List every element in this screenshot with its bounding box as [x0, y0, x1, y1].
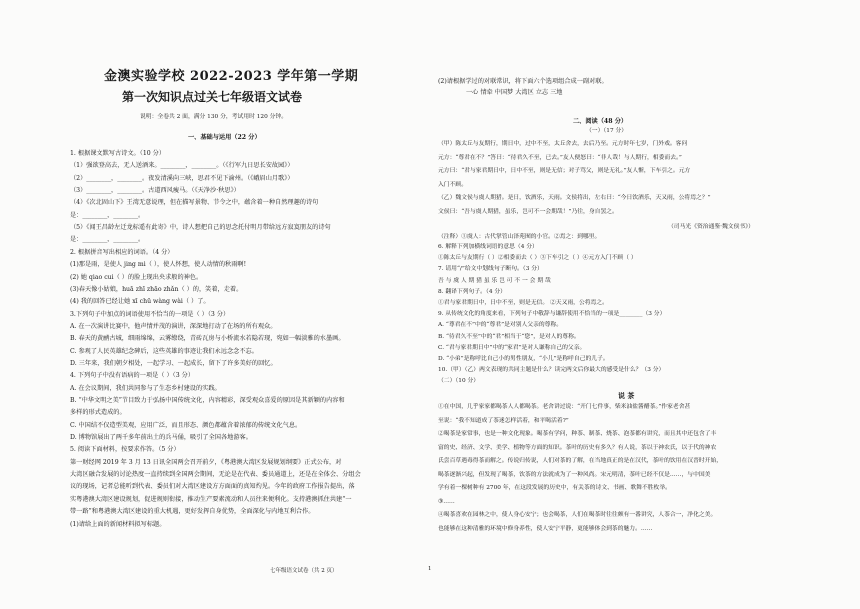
s1body-line: 大湾区融合发展的讨论热度一直持续到全国两会期间，无论是在代表、委员通道上，还是在全体会、分组会: [70, 471, 361, 479]
essay-line: ④喝茶喜欢在园林之中，使人身心安宁；也会喝茶，人们在喝茶时往往颇有一番讲究，人茶合一，净化之美。: [438, 512, 717, 518]
s1body-line: 多样的形式造成的。: [70, 409, 126, 417]
s1body-line: （4）《次北固山下》王湾无意说理，但在描写景物、节令之中，蕴含着一种自然理趣的诗句: [70, 199, 319, 207]
rq-line: D. “小弟”是称呼比自己小的男性朋友，“小儿”是称呼自己的儿子。: [438, 356, 609, 362]
rq-line: C. “君与家君期日中”中的“家君”是对人谦称自己的父亲。: [438, 344, 586, 351]
title-line2: 第一次知识点过关七年级语文试卷: [122, 90, 303, 104]
s1body-line: A. 在会议期间，我们共同参与了生态乡村建设的实践。: [70, 384, 221, 392]
s1body-line: （2）________，________。夜发清溪向三峡，思君不见下渝州。（《峨眉山月歌》）: [70, 174, 294, 182]
essay-line: 也能够在这种清雅的环境中修身养性，使人安宁平静，更能够体会到茶的魅力。……: [438, 525, 653, 532]
passA-line: （甲）陈太丘与友期行，期日中，过中不至，太丘舍去，去后乃至。元方时年七岁，门外戏。客问: [438, 141, 688, 147]
essay-line: 氏尝百草遇毒得茶而解之。传说归传说，人们对茶的了解，在当地真正的是在汉代，茶叶的饮用在汉晋时开始，: [438, 458, 723, 464]
passA-line: （乙）魏文侯与虞人期猎。是日，饮酒乐，天雨。文侯将出，左右曰：“今日饮酒乐，天又雨，公将焉之？”: [438, 195, 711, 201]
section2-sub1: （一）（17 分）: [586, 128, 628, 134]
essay-line: ①在中国，几乎家家都喝茶人人都喝茶。老舍讲过说：“开门七件事，柴米油盐酱醋茶。”作家老舍甚: [438, 404, 691, 410]
s1body-line: 2. 根据拼音写出相应的词语。（4 分）: [70, 248, 174, 256]
s1body-line: 实粤港澳大湾区建设规划，促进规则衔接，推动生产要素流动和人员往来便利化。支持港澳抓住共建“一: [70, 495, 352, 503]
s1body-line: 5. 阅读下面材料，按要求作答。（5 分）: [70, 446, 180, 454]
s1body-line: B. 春天的黄鹂古城，细雨绵绵，云雾缭绕，青砖瓦房与小桥流水若隐若现，宛如一幅淡雅的水墨画。: [70, 335, 345, 343]
s1body-line: 第一财经网 2019 年 3 月 13 日讯全国两会召开前夕，《粤港澳大湾区发展规划纲要》正式公布，对: [70, 458, 342, 466]
s1body-line: D. 三年来，我们朝夕相处，一起学习、一起成长，留下了许多美好的回忆。: [70, 359, 277, 367]
passA-line: 文侯曰：“吾与虞人期猎，虽乐，岂可不一会期哉！”乃往，身自罢之。: [438, 208, 618, 215]
rq-line: 8. 翻译下列句子。（4 分）: [438, 288, 506, 295]
s1body-line: (1)那是雨，是使人 jing mi（ ），使人怀想，使人动情的秋雨啊!: [70, 261, 247, 269]
rq-line: A. “尊君在不”中的“尊君”是对别人父亲的尊称。: [438, 322, 563, 329]
rq-line: 10.（甲）（乙）两文表现的共同主题是什么？读完两文后你最大的感受是什么？（3 分）: [438, 367, 665, 374]
essay-line: ③……: [438, 498, 455, 505]
s1body-line: C. 参观了人民英雄纪念碑后，这些英雄的事迹让我们永远念念不忘。: [70, 347, 258, 355]
rq-line: B. “待君久不至”中的“君”相当于“您”，是对人的尊称。: [438, 333, 580, 340]
s1body-line: 3.下列句子中加点的词语使用不恰当的一项是（ ）（3 分）: [70, 310, 230, 318]
rq-line: 9. 从传统文化的角度来看，下列句子中敬辞与谦辞使用不恰当的一项是________（3 分）: [438, 311, 666, 318]
footer-label: 七年级语文试卷（共 2 页）: [270, 568, 338, 574]
s1body-line: D. 博物馆展出了两千多年前出土的兵马俑，吸引了全国各地游客。: [70, 434, 252, 442]
essay-title: 说 茶: [618, 391, 635, 400]
passA-line: 入门不顾。: [438, 181, 467, 188]
essay-line: 学有着一棵树种有 2700 年，在这段发展的历史中，有关茶的诗文、书画、歌舞不胜枚举。: [438, 485, 671, 491]
s1body-line: 4. 下列句子中没有语病的一项是（ ）（3 分）: [70, 372, 195, 380]
page-number: 1: [428, 566, 432, 572]
rq-line: 吾 与 虞 人 期 猎 虽 乐 岂 可 不 一 会 期 哉: [438, 277, 551, 284]
rq-line: ①陈太丘与友期行（ ）②相委而去（ ）③下车引之（ ）④元方入门不顾（ ）: [438, 255, 637, 262]
section1-heading: 一、基础与运用（22 分）: [188, 134, 261, 141]
s1body-line: 带一路”和粤港澳大湾区建设的重大机遇，更好发挥自身优势，全面深化与内地互利合作。: [70, 508, 315, 516]
rq-line: ①君与家君期日中，日中不至，则是无信。 ②天又雨，公将焉之。: [438, 300, 608, 306]
s1body-line: (1)请给上面的新闻材料拟写标题。: [70, 520, 166, 528]
essay-line: 至说：“我不知道成了茶迷怎样活着，和平喝活着?”: [438, 417, 569, 424]
rq-line: 6. 解释下列加横线词语的意思（4 分）: [438, 244, 538, 250]
passA-line: 元方曰：“君与家君期日中，日中不至，则是无信；对子骂父，则是无礼。”友人惭，下车引之。元方: [438, 168, 691, 174]
left-column: [70, 0, 420, 609]
s1body-line: (2) 她 qiao cui（ ）的脸上现出央求般的神色。: [70, 273, 203, 281]
s1body-line: 是：________，________。: [70, 236, 145, 244]
s1body-line: (4) 我的回答已经让她 xī chū wàng wài（ ）了。: [70, 298, 210, 306]
s1body-line: （1）强欲登高去，无人送酒来。________，________。（《行军九日思长安故园》）: [70, 162, 294, 170]
s1body-line: B. “中华文明之美”节目致力于弘扬中国传统文化，内容精彩，深受观众喜爱的原因是其新颖的内容和: [70, 397, 345, 404]
s1body-line: (3)春天像小姑娘，huā zhī zhāo zhǎn（ ）的，笑着，走着。: [70, 285, 243, 293]
s1body-line: 是：________，________。: [70, 211, 145, 219]
s1body-line: （5）《闻王昌龄左迁龙标遥有此寄》中，诗人想把自己的思念托付明月带给远方寂寞朋友的诗句: [70, 224, 331, 232]
essay-line: ②喝茶是家常事，也是一种文化现象。喝茶有学问，种茶、制茶、烧茶、泡茶都有讲究，而且其中还包含了丰: [438, 431, 717, 437]
essay-line: 富的史、经济、文学、美学、植物等方面的知识。茶叶的历史有多久？有人说，茶以于神农氏，以于代的神农: [438, 444, 717, 451]
s1body-line: 议的现场，记者总能听到代表、委员们对大湾区建设方方面面的真知灼见。今年的政府工作报告提出，落: [70, 483, 355, 491]
section2-heading: 二、阅读（48 分）: [573, 118, 628, 125]
s1body-line: （3）________，________。古道西风瘦马。（《天净沙·秋思》）: [70, 187, 240, 195]
rq-line: 7. 请用“/”给文中划线句子断句。（3 分）: [438, 266, 543, 273]
couplet-question: (2)请根据学过的对联常识，将下面六个选项组合成一副对联。: [438, 78, 608, 85]
passage-notes: （注释）①虞人：古代掌管山泽苑囿的小官。②焉之：到哪里。: [438, 234, 601, 240]
passA-line: 元方：“尊君在不？”答曰：“待君久不至，已去。”友人便怒曰：“非人哉！与人期行，相委而去。”: [438, 154, 682, 161]
s1body-line: A. 在一次演讲比赛中，他声情并茂的演讲，深深地打动了在场的所有观众。: [70, 322, 277, 330]
essay-line: 喝茶逐渐兴起，但发现了喝茶，饮茶的方法就成为了一种风尚。宋元明清，茶叶已经不仅是……，与中国美: [438, 471, 711, 478]
right-column: [438, 0, 788, 609]
passage-source: （司马光《资治通鉴·魏文侯书》）: [668, 224, 754, 230]
rq-line: （二）（10 分）: [438, 378, 480, 385]
s1body-line: 1. 根据课文默写古诗文。（10 分）: [70, 150, 166, 157]
instructions: 说明：全卷共 2 面，满分 130 分，考试用时 120 分钟。: [140, 114, 288, 120]
title-line1: 金澳实验学校 2022-2023 学年第一学期: [104, 69, 359, 84]
couplet-options: 一心 情牵 中国梦 大湾区 立志 三地: [466, 89, 563, 96]
s1body-line: C. 中国结不仅造型美观，应用广泛，而且形态、颜色都蕴含着浓郁的传统文化气息。: [70, 421, 302, 429]
